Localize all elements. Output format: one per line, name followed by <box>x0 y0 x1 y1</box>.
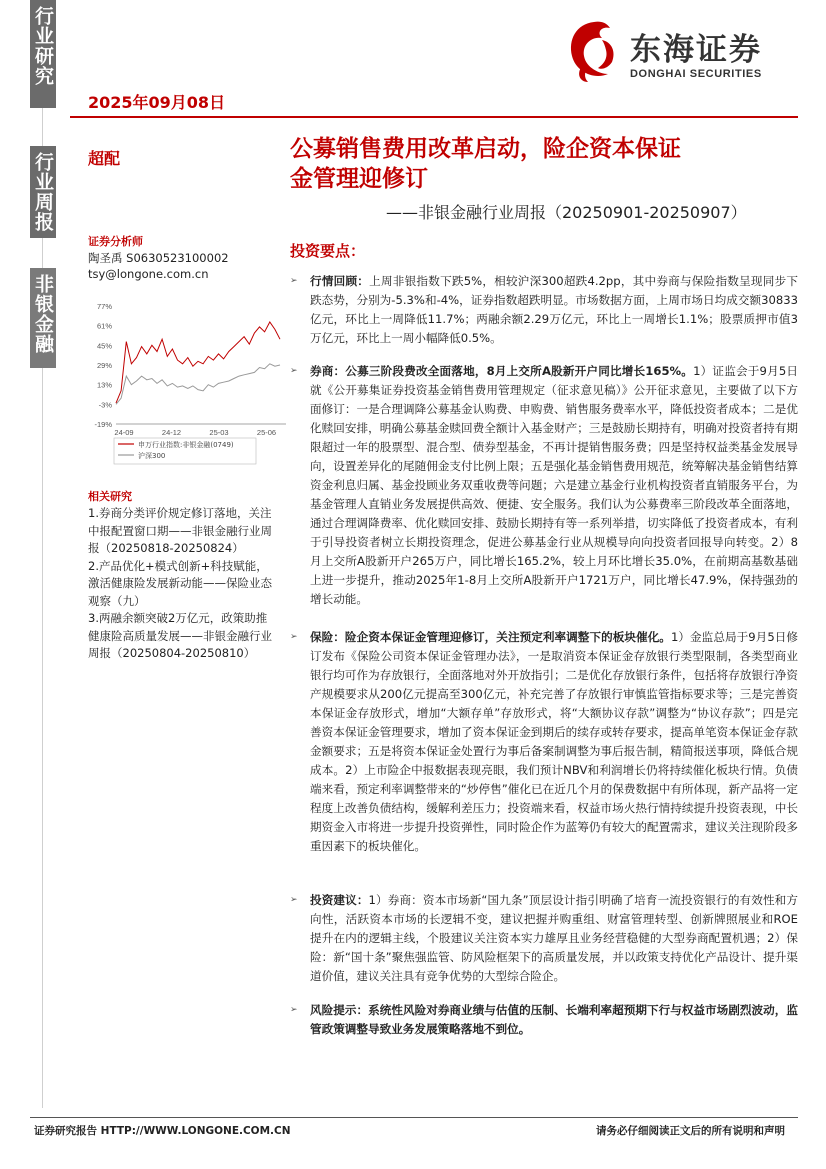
x-tick-label: 24-09 <box>114 428 134 437</box>
bullet-lead: 风险提示：系统性风险对券商业绩与估值的压制、长端利率超预期下行与权益市场剧烈波动，监管政策调整导致业务发展策略落地不到位。 <box>310 1003 798 1036</box>
bullet-lead: 券商：公募三阶段费改全面落地，8月上交所A股新开户同比增长165%。 <box>310 364 694 378</box>
side-tab-nonbank <box>30 268 56 368</box>
side-tab-label: 行业周报 <box>32 152 54 232</box>
related-research-heading: 相关研究 <box>88 490 132 503</box>
index-performance-chart <box>86 296 296 471</box>
legend-label: 沪深300 <box>138 452 166 460</box>
bullet-investment-advice <box>290 891 798 986</box>
arrow-bullet-icon: ➢ <box>290 1005 298 1015</box>
report-title-line1: 公募销售费用改革启动，险企资本保证 <box>290 136 681 162</box>
side-tab-industry-research <box>30 0 56 108</box>
bullet-brokers <box>290 362 798 609</box>
side-tab-label: 非银金融 <box>32 274 54 354</box>
arrow-bullet-icon: ➢ <box>290 366 298 376</box>
bullet-body: 1）金监总局于9月5日修订发布《保险公司资本保证金管理办法》，一是取消资本保证金存放银行类型限制，各类型商业银行均可作为存放银行，全面落地对外开放指引；二是优化存放银行条件，包括将存放银行净资产规模要求从200亿元提高至300亿元，补充完善了存放银行审慎监管指标要求等；三是完善资本保证金存放形式，增加“大额存单”存放形式，将“大额协议存款”调整为“协议存款”；四是完善资本保证金管理要求，增加了资本保证金到期后的续存或转存要求，提高单笔资本保证金存款金额要求；五是将资本保证金处置行为事后备案制调整为事后报告制，精简报送事项，降低合规成本。2）上市险企中报数据表现亮眼，我们预计NBV和利润增长仍将持续催化板块行情。负债端来看，预定利率调整带来的“炒停售”催化已在近几个月的保费数据中有所体现，新产品将一定程度上改善负债结构，缓解利差压力；投资端来看，权益市场火热行情持续提升投资表现，中长期资金入市将进一步提升投资弹性，同时险企作为蓝筹仍有较大的配置需求，建议关注现阶段多重因素下的板块催化。 <box>310 630 798 853</box>
y-tick-label: 29% <box>96 361 112 370</box>
bullet-lead: 投资建议： <box>310 893 369 907</box>
series-line <box>116 322 280 403</box>
bullet-lead: 保险：险企资本保证金管理迎修订，关注预定利率调整下的板块催化。 <box>310 630 671 644</box>
report-title <box>290 134 790 194</box>
related-research-item[interactable]: 1.券商分类评价规定修订落地，关注中报配置窗口期——非银金融行业周报（20250818-20250824） <box>88 506 272 555</box>
series-line <box>116 364 280 405</box>
bullet-body: 1）券商：资本市场新“国九条”顶层设计指引明确了培育一流投资银行的有效性和方向性，活跃资本市场的长逻辑不变，建议把握并购重组、财富管理转型、创新牌照展业和ROE提升在内的逻辑主线，个股建议关注资本实力雄厚且业务经营稳健的大型券商配置机遇；2）保险：新“国十条”聚焦强监管、防风险框架下的高质量发展，并以政策支持优化产品设计、提升渠道价值，建议关注具有竞争优势的大型综合险企。 <box>310 893 798 983</box>
logo-chinese-name: 东海证券 <box>630 32 762 68</box>
report-subtitle: ——非银金融行业周报（20250901-20250907） <box>386 203 747 222</box>
x-tick-label: 24-12 <box>161 428 182 437</box>
publish-date: 2025年09月08日 <box>88 93 226 112</box>
bullet-body: 上周非银指数下跌5%，相较沪深300超跌4.2pp，其中券商与保险指数呈现同步下跌态势，分别为-5.3%和-4%，证券指数超跌明显。市场数据方面，上周市场日均成交额30833亿元，环比上一周降低11.7%；两融余额2.29万亿元，环比上一周增长1.1%；股票质押市值3万亿元，环比上一周小幅降低0.5%。 <box>310 274 798 345</box>
related-research-item[interactable]: 2.产品优化+模式创新+科技赋能，激活健康险发展新动能——保险业态观察（九） <box>88 558 272 608</box>
arrow-bullet-icon: ➢ <box>290 276 298 286</box>
y-tick-label: 45% <box>96 341 112 351</box>
arrow-bullet-icon: ➢ <box>290 632 298 642</box>
bullet-insurance <box>290 628 798 856</box>
footer-website: 证券研究报告 HTTP://WWW.LONGONE.COM.CN <box>34 1125 291 1137</box>
bullet-lead: 行情回顾： <box>310 274 370 288</box>
logo-english-name: DONGHAI SECURITIES <box>630 68 762 80</box>
x-tick-label: 25-03 <box>209 428 229 437</box>
key-points-heading: 投资要点： <box>290 242 366 260</box>
side-tab-label: 行业研究 <box>32 6 54 86</box>
side-divider <box>42 238 43 268</box>
y-tick-label: 13% <box>96 380 112 390</box>
bullet-body: 1）证监会于9月5日就《公开募集证券投资基金销售费用管理规定（征求意见稿）》公开征求意见，主要做了以下方面修订：一是合理调降公募基金认购费、申购费、销售服务费率水平，降低投资者成本；二是优化赎回安排，明确公募基金赎回费全额计入基金财产；三是鼓励长期持有，明确对投资者持有期限超过一年的股票型、混合型、债券型基金，不再计提销售服务费；四是坚持权益类基金发展导向，设置差异化的尾随佣金支付比例上限；五是强化基金销售费用规范，统筹解决基金销售结算资金利息归属、基金投顾业务双重收费等问题；六是建立基金行业机构投资者直销服务平台，为基金管理人直销业务发展提供高效、便捷、安全服务。我们认为公募费率三阶段改革全面落地，通过合理调降费率、优化赎回安排、鼓励长期持有等一系列举措，切实降低了投资者成本，有利于引导投资者树立长期投资理念，促进公募基金行业从规模导向向投资者回报导向转变。2）8月上交所A股新开户265万户，同比增长165.2%，较上月环比增长35.0%，在前期高基数基础上进一步提升，推动2025年1-8月上交所A股新开户1721万户，同比增长47.9%，保持强劲的增长动能。 <box>310 364 799 606</box>
y-tick-label: -19% <box>94 420 112 429</box>
y-tick-label: 77% <box>96 302 112 311</box>
footer-rule <box>30 1117 798 1118</box>
header-rule <box>70 116 798 118</box>
side-tab-weekly-report <box>30 146 56 238</box>
report-title-line2: 金管理迎修订 <box>290 166 428 192</box>
x-tick-label: 25-06 <box>256 428 277 437</box>
bullet-risk-warning <box>290 1001 798 1039</box>
y-tick-label: 61% <box>96 321 112 331</box>
footer-disclaimer: 请务必仔细阅读正文后的所有说明和声明 <box>596 1125 785 1137</box>
y-tick-label: -3% <box>98 400 112 410</box>
related-research-item[interactable]: 3.两融余额突破2万亿元，政策助推健康险高质量发展——非银金融行业周报（20250804-20250810） <box>88 611 272 660</box>
analyst-email: tsy@longone.com.cn <box>88 267 209 281</box>
industry-rating: 超配 <box>88 149 121 168</box>
legend-label: 申万行业指数:非银金融(0749) <box>138 441 234 449</box>
bullet-market-review <box>290 272 798 348</box>
arrow-bullet-icon: ➢ <box>290 895 298 905</box>
dragon-logo-icon <box>562 16 626 86</box>
related-research-list <box>88 505 276 663</box>
analyst-heading: 证券分析师 <box>88 235 143 248</box>
analyst-name: 陶圣禹 S0630523100002 <box>88 251 229 265</box>
company-logo <box>560 12 800 90</box>
side-divider <box>42 368 43 1108</box>
side-divider <box>42 108 43 146</box>
